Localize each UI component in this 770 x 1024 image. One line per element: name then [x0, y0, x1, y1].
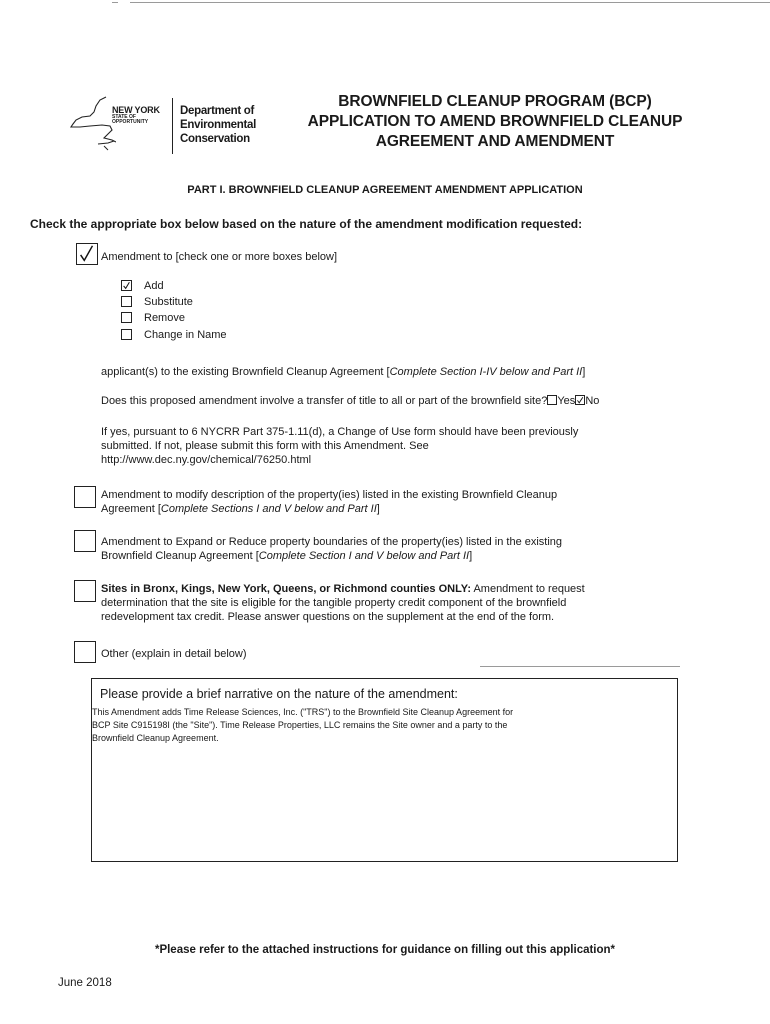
expand-reduce-line-2 [101, 549, 562, 563]
checkmark-icon [122, 281, 131, 290]
substitute-label: Substitute [144, 296, 193, 308]
logo-tagline [112, 115, 148, 125]
change-of-use-link[interactable]: http://www.dec.ny.gov/chemical/76250.html [101, 454, 312, 466]
tangible-credit-rest: Amendment to request [471, 583, 585, 595]
logo-divider [172, 98, 173, 154]
modify-description-checkbox[interactable] [74, 486, 96, 508]
nys-dec-logo [68, 96, 278, 156]
amend-applicants-label: Amendment to [check one or more boxes below] [101, 251, 338, 263]
other-checkbox[interactable] [74, 641, 96, 663]
narrative-top-rule [480, 666, 680, 667]
instruction-text: Check the appropriate box below based on the nature of the amendment modification requested: [30, 217, 583, 231]
transfer-question [101, 394, 599, 408]
expand-reduce-line-1: Amendment to Expand or Reduce property boundaries of the property(ies) listed in the existing [101, 536, 563, 548]
tangible-credit-checkbox[interactable] [74, 580, 96, 602]
tangible-credit-line-3: redevelopment tax credit. Please answer questions on the supplement at the end of the form. [101, 611, 555, 623]
expand-reduce-label [101, 535, 562, 563]
amend-applicants-checkbox[interactable] [76, 243, 98, 265]
follow-text-end: ] [582, 366, 586, 378]
checkmark-icon [576, 396, 584, 404]
modify-description-line-2 [101, 502, 557, 516]
logo-state-name: NEW YORK [112, 105, 160, 115]
if-yes-line-2: submitted. If not, please submit this form with this Amendment. See [101, 440, 429, 452]
footer-instructions-note: *Please refer to the attached instructions for guidance on filling out this application* [154, 944, 616, 956]
follow-text-start: applicant(s) to the existing Brownfield Cleanup Agreement [ [101, 366, 390, 378]
tangible-credit-line-1 [101, 582, 585, 596]
tangible-credit-line-2: determination that the site is eligible for the tangible property credit component of the brownfield [101, 597, 567, 609]
narrative-line-3: Brownfield Cleanup Agreement. [92, 733, 219, 743]
if-yes-line-1: If yes, pursuant to 6 NYCRR Part 375-1.11(d), a Change of Use form should have been previously [101, 426, 579, 438]
if-yes-note [101, 425, 578, 467]
narrative-textarea[interactable] [91, 678, 678, 862]
add-label: Add [144, 280, 164, 292]
scan-mark [112, 2, 118, 3]
department-line-1: Department of [180, 105, 255, 117]
applicants-follow-text [101, 365, 585, 379]
substitute-checkbox[interactable] [121, 296, 132, 307]
checkmark-icon [77, 244, 97, 264]
tangible-credit-label [101, 582, 585, 624]
narrative-text [92, 706, 670, 745]
transfer-no-checkbox[interactable] [575, 395, 585, 405]
modify-description-label [101, 488, 557, 516]
narrative-line-2: BCP Site C915198I (the "Site"). Time Release Properties, LLC remains the Site owner and a party to the [92, 720, 508, 730]
tangible-credit-bold: Sites in Bronx, Kings, New York, Queens, or Richmond counties ONLY: [101, 583, 471, 595]
new-york-state-outline-icon [68, 96, 116, 152]
narrative-line-1: This Amendment adds Time Release Sciences, Inc. ("TRS") to the Brownfield Site Cleanup Agreement for [92, 707, 514, 717]
transfer-question-text: Does this proposed amendment involve a transfer of title to all or part of the brownfield site? [101, 395, 548, 407]
document-title [282, 92, 708, 152]
department-name [180, 104, 256, 146]
transfer-no-label: No [585, 395, 600, 407]
scan-line [130, 2, 770, 3]
other-label: Other (explain in detail below) [101, 648, 247, 660]
title-line-3: AGREEMENT AND AMENDMENT [375, 133, 615, 150]
modify-line-2-italic: Complete Sections I and V below and Part II [160, 503, 377, 515]
change-in-name-checkbox[interactable] [121, 329, 132, 340]
expand-line-2-start: Brownfield Cleanup Agreement [ [101, 550, 259, 562]
department-line-3: Conservation [180, 133, 250, 145]
modify-line-2-start: Agreement [ [101, 503, 161, 515]
transfer-yes-label: Yes [557, 395, 576, 407]
remove-checkbox[interactable] [121, 312, 132, 323]
narrative-prompt: Please provide a brief narrative on the nature of the amendment: [100, 687, 458, 701]
expand-line-2-end: ] [469, 550, 473, 562]
title-line-1: BROWNFIELD CLEANUP PROGRAM (BCP) [338, 93, 652, 110]
logo-tagline-1: STATE OF [112, 114, 136, 120]
modify-line-2-end: ] [376, 503, 380, 515]
remove-label: Remove [144, 312, 185, 324]
form-revision-date: June 2018 [58, 977, 112, 989]
title-line-2: APPLICATION TO AMEND BROWNFIELD CLEANUP [307, 113, 683, 130]
expand-line-2-italic: Complete Section I and V below and Part II [258, 550, 470, 562]
modify-description-line-1: Amendment to modify description of the property(ies) listed in the existing Brownfield Cleanup [101, 489, 558, 501]
add-checkbox[interactable] [121, 280, 132, 291]
change-in-name-label: Change in Name [144, 329, 227, 341]
expand-reduce-checkbox[interactable] [74, 530, 96, 552]
part-heading: PART I. BROWNFIELD CLEANUP AGREEMENT AMENDMENT APPLICATION [187, 184, 583, 196]
logo-tagline-2: OPPORTUNITY [112, 119, 149, 125]
transfer-yes-checkbox[interactable] [547, 395, 557, 405]
department-line-2: Environmental [180, 119, 256, 131]
follow-text-italic: Complete Section I-IV below and Part II [389, 366, 583, 378]
